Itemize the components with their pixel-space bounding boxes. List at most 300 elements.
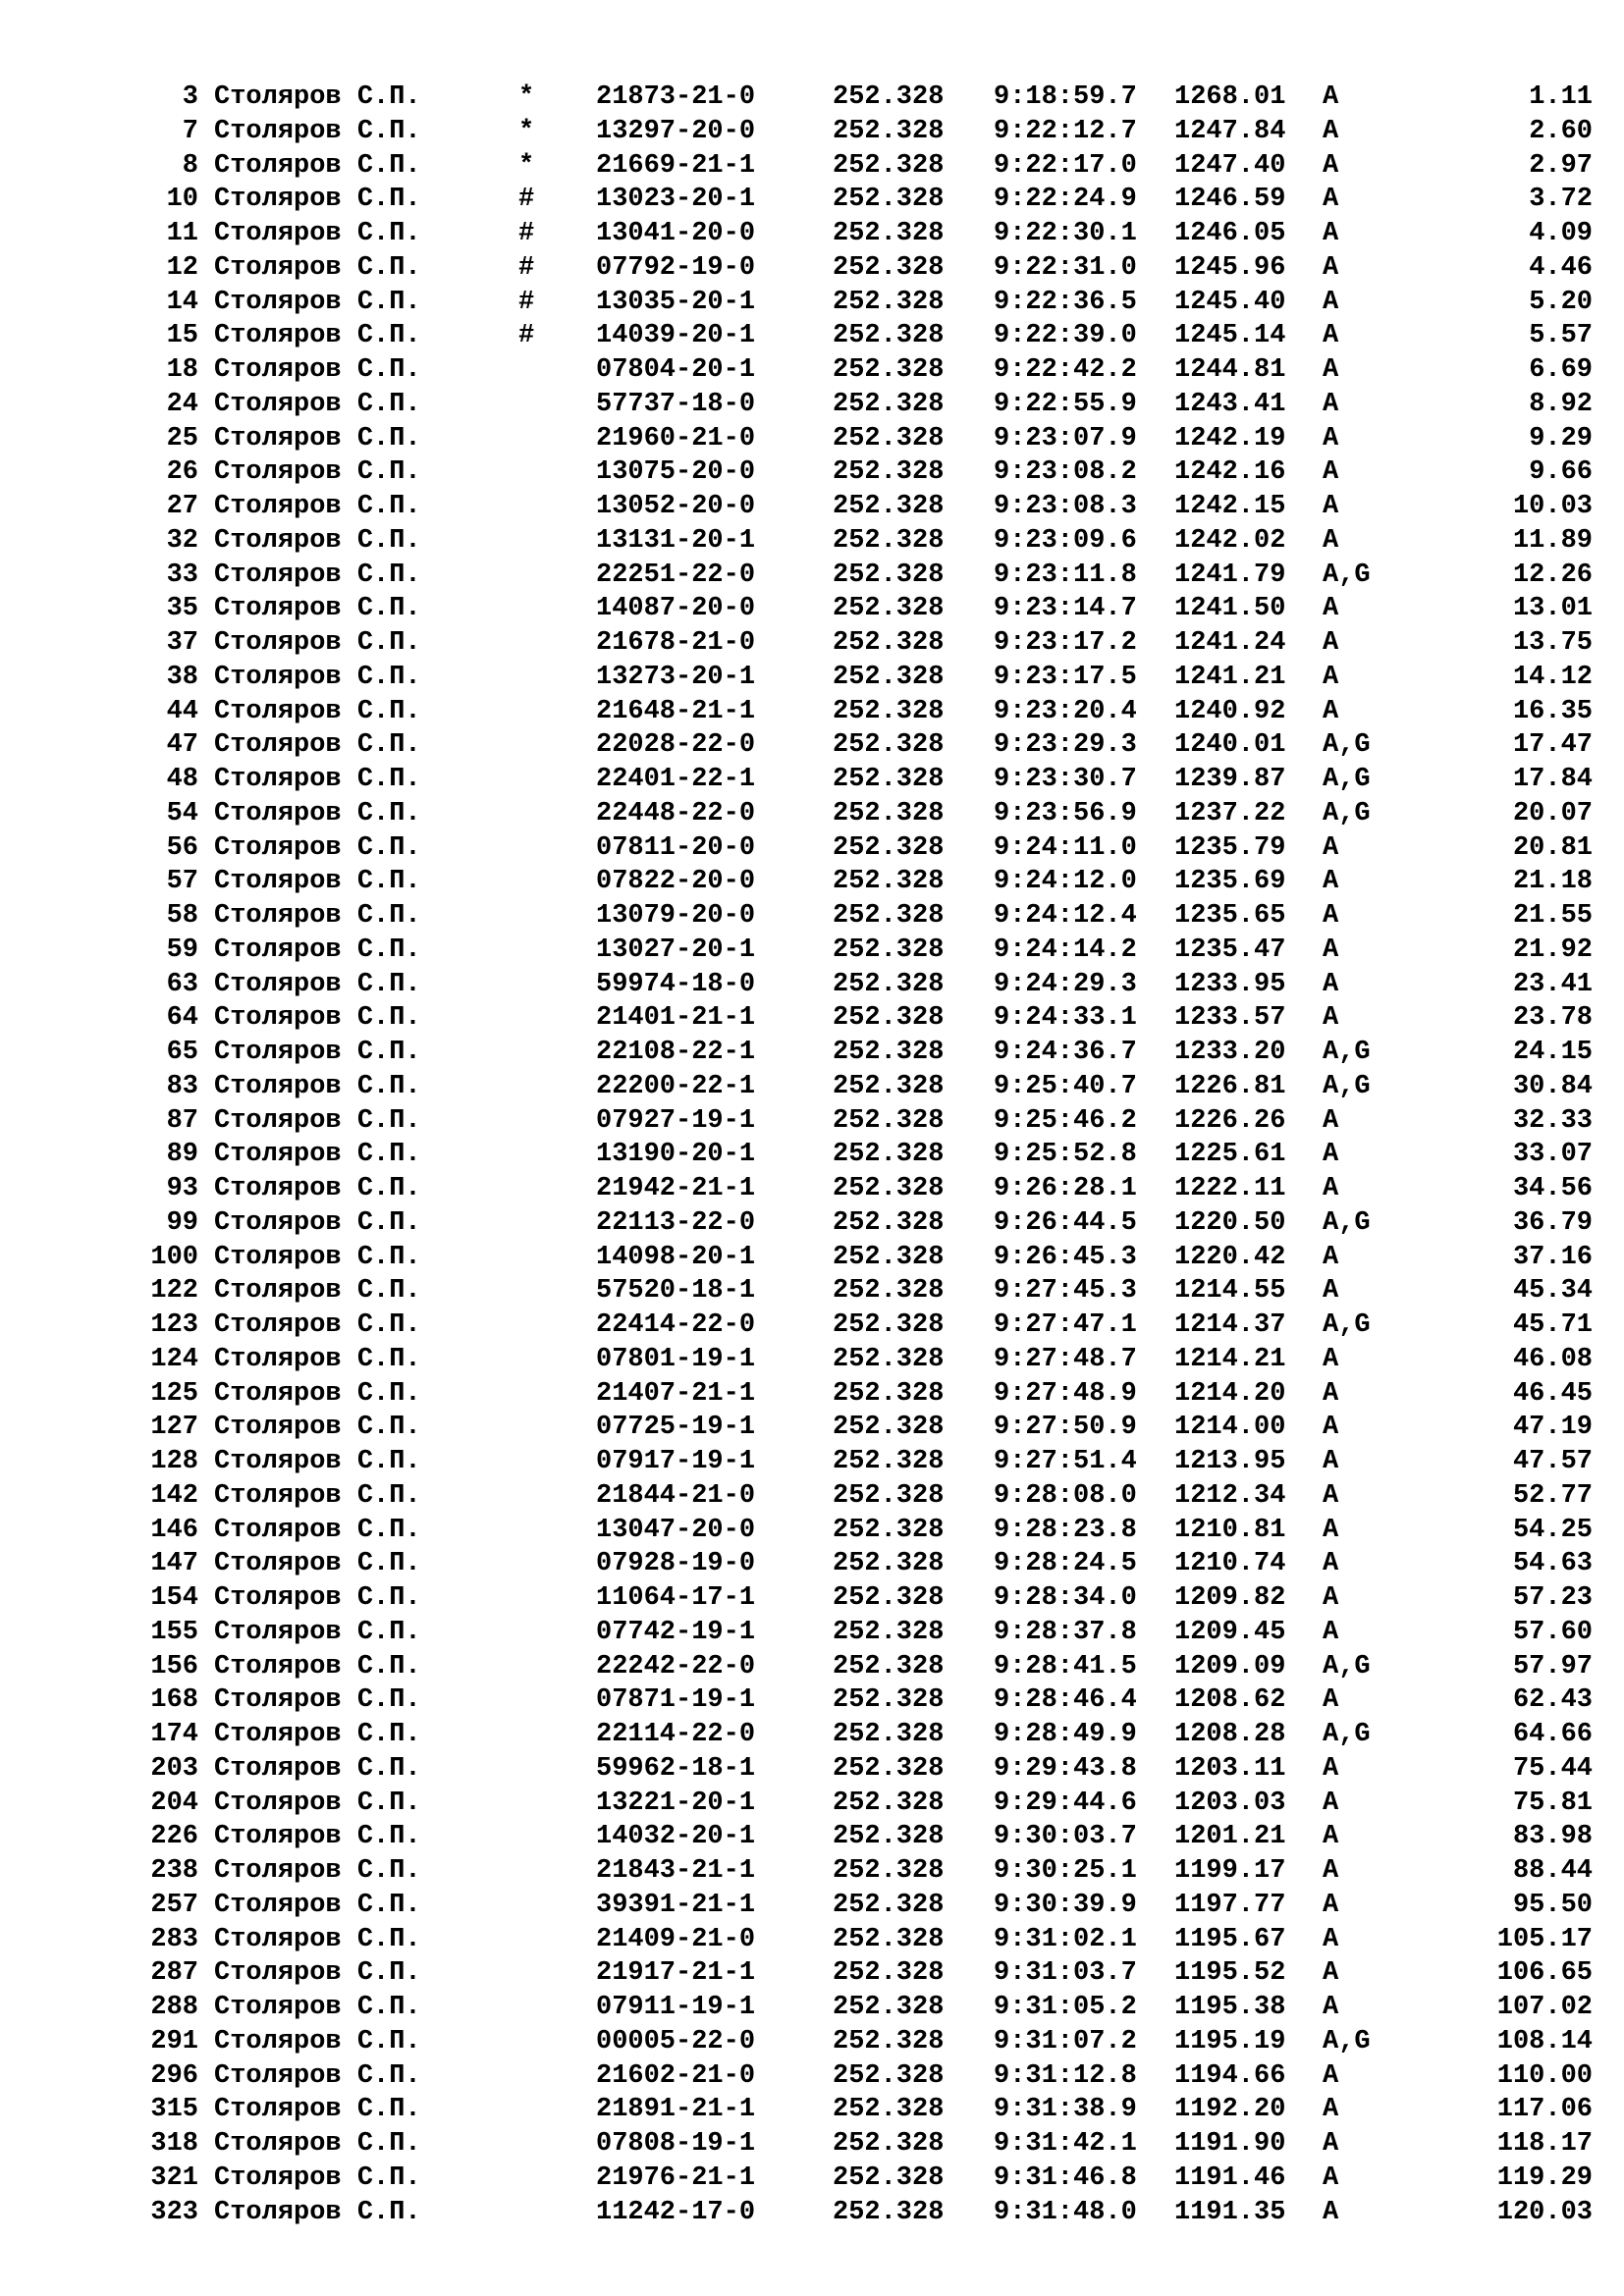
name-cell: Столяров С.П.	[214, 1174, 421, 1203]
points-cell: 57.97	[1512, 1651, 1593, 1682]
distance-cell: 252.328	[833, 662, 945, 692]
place-cell: 146	[150, 1515, 198, 1545]
distance-cell: 252.328	[833, 1993, 945, 2022]
name-cell: Столяров С.П.	[214, 1685, 421, 1716]
speed-cell: 1241.79	[1174, 560, 1286, 590]
distance-cell: 252.328	[833, 1242, 945, 1272]
place-cell: 56	[166, 832, 198, 863]
ring-number-cell: 14087-20-0	[596, 594, 756, 624]
name-cell: Столяров С.П.	[214, 765, 421, 794]
place-cell: 168	[150, 1685, 198, 1716]
distance-cell: 252.328	[833, 2095, 945, 2125]
distance-cell: 252.328	[833, 1720, 945, 1749]
ring-number-cell: 21602-21-0	[596, 2060, 756, 2091]
speed-cell: 1220.50	[1174, 1207, 1286, 1238]
coefficient-cell: A	[1323, 2197, 1339, 2227]
speed-cell: 1191.46	[1174, 2163, 1286, 2193]
name-cell: Столяров С.П.	[214, 1413, 421, 1443]
place-cell: 18	[166, 355, 198, 385]
distance-cell: 252.328	[833, 696, 945, 726]
name-cell: Столяров С.П.	[214, 1038, 421, 1067]
speed-cell: 1214.20	[1174, 1378, 1286, 1409]
name-cell: Столяров С.П.	[214, 1617, 421, 1647]
distance-cell: 252.328	[833, 287, 945, 317]
table-row	[0, 455, 1624, 490]
ring-number-cell: 21648-21-1	[596, 696, 756, 726]
name-cell: Столяров С.П.	[214, 492, 421, 521]
name-cell: Столяров С.П.	[214, 662, 421, 692]
ring-number-cell: 14098-20-1	[596, 1242, 756, 1272]
speed-cell: 1235.47	[1174, 934, 1286, 965]
place-cell: 147	[150, 1549, 198, 1579]
points-cell: 108.14	[1496, 2026, 1593, 2056]
speed-cell: 1226.26	[1174, 1105, 1286, 1136]
points-cell: 9.66	[1529, 457, 1593, 488]
distance-cell: 252.328	[833, 1378, 945, 1409]
points-cell: 5.57	[1529, 321, 1593, 351]
ring-number-cell: 22200-22-1	[596, 1071, 756, 1101]
ring-number-cell: 07725-19-1	[596, 1413, 756, 1443]
coefficient-cell: A,G	[1323, 765, 1371, 794]
arrival-time-cell: 9:23:30.7	[994, 765, 1137, 794]
coefficient-cell: A	[1323, 1174, 1339, 1203]
points-cell: 57.60	[1512, 1617, 1593, 1647]
arrival-time-cell: 9:23:09.6	[994, 525, 1137, 556]
table-row	[0, 2093, 1624, 2127]
ring-number-cell: 07801-19-1	[596, 1344, 756, 1374]
name-cell: Столяров С.П.	[214, 1276, 421, 1307]
points-cell: 36.79	[1512, 1207, 1593, 1238]
ring-number-cell: 13221-20-1	[596, 1788, 756, 1818]
ring-number-cell: 21844-21-0	[596, 1480, 756, 1511]
coefficient-cell: A	[1323, 1242, 1339, 1272]
coefficient-cell: A	[1323, 1140, 1339, 1170]
arrival-time-cell: 9:23:14.7	[994, 594, 1137, 624]
speed-cell: 1240.92	[1174, 696, 1286, 726]
arrival-time-cell: 9:31:03.7	[994, 1958, 1137, 1989]
ring-number-cell: 13027-20-1	[596, 934, 756, 965]
points-cell: 1.11	[1529, 82, 1593, 112]
speed-cell: 1235.65	[1174, 901, 1286, 931]
arrival-time-cell: 9:22:31.0	[994, 252, 1137, 283]
arrival-time-cell: 9:31:12.8	[994, 2060, 1137, 2091]
speed-cell: 1203.11	[1174, 1753, 1286, 1784]
arrival-time-cell: 9:23:11.8	[994, 560, 1137, 590]
ring-number-cell: 22242-22-0	[596, 1651, 756, 1682]
speed-cell: 1222.11	[1174, 1174, 1286, 1203]
arrival-time-cell: 9:26:28.1	[994, 1174, 1137, 1203]
table-row	[0, 934, 1624, 968]
points-cell: 4.09	[1529, 219, 1593, 248]
coefficient-cell: A,G	[1323, 1038, 1371, 1067]
name-cell: Столяров С.П.	[214, 1003, 421, 1034]
speed-cell: 1226.81	[1174, 1071, 1286, 1101]
mark-cell: *	[518, 82, 535, 112]
speed-cell: 1240.01	[1174, 730, 1286, 761]
speed-cell: 1195.52	[1174, 1958, 1286, 1989]
table-row	[0, 1445, 1624, 1479]
arrival-time-cell: 9:27:45.3	[994, 1276, 1137, 1307]
place-cell: 100	[150, 1242, 198, 1272]
speed-cell: 1245.14	[1174, 321, 1286, 351]
points-cell: 75.44	[1512, 1753, 1593, 1784]
arrival-time-cell: 9:26:45.3	[994, 1242, 1137, 1272]
coefficient-cell: A	[1323, 2095, 1339, 2125]
speed-cell: 1235.69	[1174, 867, 1286, 897]
distance-cell: 252.328	[833, 1753, 945, 1784]
name-cell: Столяров С.П.	[214, 2197, 421, 2227]
ring-number-cell: 07871-19-1	[596, 1685, 756, 1716]
name-cell: Столяров С.П.	[214, 1720, 421, 1749]
distance-cell: 252.328	[833, 1617, 945, 1647]
distance-cell: 252.328	[833, 594, 945, 624]
place-cell: 99	[166, 1207, 198, 1238]
arrival-time-cell: 9:18:59.7	[994, 82, 1137, 112]
distance-cell: 252.328	[833, 185, 945, 215]
ring-number-cell: 07928-19-0	[596, 1549, 756, 1579]
coefficient-cell: A	[1323, 252, 1339, 283]
ring-number-cell: 21843-21-1	[596, 1856, 756, 1886]
points-cell: 32.33	[1512, 1105, 1593, 1136]
points-cell: 52.77	[1512, 1480, 1593, 1511]
table-row	[0, 728, 1624, 763]
name-cell: Столяров С.П.	[214, 150, 421, 181]
arrival-time-cell: 9:25:40.7	[994, 1071, 1137, 1101]
ring-number-cell: 57737-18-0	[596, 389, 756, 419]
name-cell: Столяров С.П.	[214, 1788, 421, 1818]
coefficient-cell: A	[1323, 219, 1339, 248]
distance-cell: 252.328	[833, 1105, 945, 1136]
distance-cell: 252.328	[833, 1890, 945, 1920]
ring-number-cell: 22028-22-0	[596, 730, 756, 761]
arrival-time-cell: 9:27:50.9	[994, 1413, 1137, 1443]
points-cell: 24.15	[1512, 1038, 1593, 1067]
distance-cell: 252.328	[833, 355, 945, 385]
distance-cell: 252.328	[833, 116, 945, 146]
speed-cell: 1199.17	[1174, 1856, 1286, 1886]
ring-number-cell: 21873-21-0	[596, 82, 756, 112]
coefficient-cell: A	[1323, 1447, 1339, 1476]
place-cell: 32	[166, 525, 198, 556]
coefficient-cell: A	[1323, 1344, 1339, 1374]
arrival-time-cell: 9:30:25.1	[994, 1856, 1137, 1886]
ring-number-cell: 13079-20-0	[596, 901, 756, 931]
table-row	[0, 388, 1624, 422]
speed-cell: 1247.40	[1174, 150, 1286, 181]
coefficient-cell: A	[1323, 901, 1339, 931]
distance-cell: 252.328	[833, 1924, 945, 1954]
mark-cell: *	[518, 116, 535, 146]
points-cell: 20.07	[1512, 798, 1593, 828]
speed-cell: 1210.74	[1174, 1549, 1286, 1579]
coefficient-cell: A	[1323, 2060, 1339, 2091]
speed-cell: 1192.20	[1174, 2095, 1286, 2125]
coefficient-cell: A	[1323, 1753, 1339, 1784]
points-cell: 106.65	[1496, 1958, 1593, 1989]
points-cell: 95.50	[1512, 1890, 1593, 1920]
ring-number-cell: 13041-20-0	[596, 219, 756, 248]
place-cell: 63	[166, 969, 198, 999]
points-cell: 45.71	[1512, 1310, 1593, 1340]
ring-number-cell: 22448-22-0	[596, 798, 756, 828]
coefficient-cell: A	[1323, 1480, 1339, 1511]
table-row	[0, 1377, 1624, 1412]
speed-cell: 1247.84	[1174, 116, 1286, 146]
arrival-time-cell: 9:22:39.0	[994, 321, 1137, 351]
ring-number-cell: 59962-18-1	[596, 1753, 756, 1784]
ring-number-cell: 39391-21-1	[596, 1890, 756, 1920]
speed-cell: 1243.41	[1174, 389, 1286, 419]
table-row	[0, 1547, 1624, 1581]
distance-cell: 252.328	[833, 628, 945, 658]
table-row	[0, 1650, 1624, 1684]
distance-cell: 252.328	[833, 423, 945, 454]
ring-number-cell: 22401-22-1	[596, 765, 756, 794]
distance-cell: 252.328	[833, 525, 945, 556]
speed-cell: 1242.15	[1174, 492, 1286, 521]
arrival-time-cell: 9:31:42.1	[994, 2129, 1137, 2159]
place-cell: 156	[150, 1651, 198, 1682]
table-row	[0, 1923, 1624, 1957]
distance-cell: 252.328	[833, 1480, 945, 1511]
mark-cell: *	[518, 150, 535, 181]
speed-cell: 1214.21	[1174, 1344, 1286, 1374]
points-cell: 4.46	[1529, 252, 1593, 283]
points-cell: 6.69	[1529, 355, 1593, 385]
speed-cell: 1197.77	[1174, 1890, 1286, 1920]
points-cell: 16.35	[1512, 696, 1593, 726]
ring-number-cell: 13052-20-0	[596, 492, 756, 521]
ring-number-cell: 07917-19-1	[596, 1447, 756, 1476]
coefficient-cell: A	[1323, 423, 1339, 454]
table-row	[0, 1581, 1624, 1616]
table-row	[0, 1001, 1624, 1036]
table-row	[0, 865, 1624, 899]
ring-number-cell: 13023-20-1	[596, 185, 756, 215]
distance-cell: 252.328	[833, 1344, 945, 1374]
ring-number-cell: 22414-22-0	[596, 1310, 756, 1340]
coefficient-cell: A	[1323, 1958, 1339, 1989]
place-cell: 27	[166, 492, 198, 521]
ring-number-cell: 21891-21-1	[596, 2095, 756, 2125]
coefficient-cell: A	[1323, 934, 1339, 965]
speed-cell: 1233.57	[1174, 1003, 1286, 1034]
place-cell: 37	[166, 628, 198, 658]
place-cell: 318	[150, 2129, 198, 2159]
speed-cell: 1191.35	[1174, 2197, 1286, 2227]
arrival-time-cell: 9:25:52.8	[994, 1140, 1137, 1170]
ring-number-cell: 13297-20-0	[596, 116, 756, 146]
place-cell: 10	[166, 185, 198, 215]
ring-number-cell: 07822-20-0	[596, 867, 756, 897]
points-cell: 21.55	[1512, 901, 1593, 931]
distance-cell: 252.328	[833, 1174, 945, 1203]
distance-cell: 252.328	[833, 969, 945, 999]
table-row	[0, 490, 1624, 524]
place-cell: 64	[166, 1003, 198, 1034]
ring-number-cell: 07792-19-0	[596, 252, 756, 283]
place-cell: 287	[150, 1958, 198, 1989]
coefficient-cell: A	[1323, 1856, 1339, 1886]
points-cell: 13.01	[1512, 594, 1593, 624]
speed-cell: 1201.21	[1174, 1822, 1286, 1852]
table-row	[0, 1070, 1624, 1104]
distance-cell: 252.328	[833, 150, 945, 181]
coefficient-cell: A	[1323, 867, 1339, 897]
place-cell: 315	[150, 2095, 198, 2125]
distance-cell: 252.328	[833, 1651, 945, 1682]
arrival-time-cell: 9:23:29.3	[994, 730, 1137, 761]
results-table	[0, 80, 1624, 2229]
name-cell: Столяров С.П.	[214, 934, 421, 965]
name-cell: Столяров С.П.	[214, 1583, 421, 1613]
distance-cell: 252.328	[833, 934, 945, 965]
coefficient-cell: A	[1323, 355, 1339, 385]
speed-cell: 1233.95	[1174, 969, 1286, 999]
place-cell: 24	[166, 389, 198, 419]
table-row	[0, 115, 1624, 149]
place-cell: 124	[150, 1344, 198, 1374]
points-cell: 20.81	[1512, 832, 1593, 863]
arrival-time-cell: 9:22:24.9	[994, 185, 1137, 215]
arrival-time-cell: 9:29:43.8	[994, 1753, 1137, 1784]
ring-number-cell: 21976-21-1	[596, 2163, 756, 2193]
points-cell: 13.75	[1512, 628, 1593, 658]
ring-number-cell: 21401-21-1	[596, 1003, 756, 1034]
place-cell: 296	[150, 2060, 198, 2091]
table-row	[0, 899, 1624, 934]
table-row	[0, 797, 1624, 831]
distance-cell: 252.328	[833, 1038, 945, 1067]
arrival-time-cell: 9:25:46.2	[994, 1105, 1137, 1136]
table-row	[0, 251, 1624, 286]
name-cell: Столяров С.П.	[214, 2095, 421, 2125]
name-cell: Столяров С.П.	[214, 1344, 421, 1374]
speed-cell: 1213.95	[1174, 1447, 1286, 1476]
table-row	[0, 149, 1624, 184]
table-row	[0, 80, 1624, 115]
speed-cell: 1195.67	[1174, 1924, 1286, 1954]
ring-number-cell: 07808-19-1	[596, 2129, 756, 2159]
coefficient-cell: A	[1323, 1105, 1339, 1136]
name-cell: Столяров С.П.	[214, 2026, 421, 2056]
arrival-time-cell: 9:28:49.9	[994, 1720, 1137, 1749]
table-row	[0, 2162, 1624, 2196]
table-row	[0, 1820, 1624, 1854]
coefficient-cell: A,G	[1323, 2026, 1371, 2056]
distance-cell: 252.328	[833, 765, 945, 794]
name-cell: Столяров С.П.	[214, 1549, 421, 1579]
points-cell: 2.60	[1529, 116, 1593, 146]
table-row	[0, 626, 1624, 661]
name-cell: Столяров С.П.	[214, 1958, 421, 1989]
coefficient-cell: A,G	[1323, 798, 1371, 828]
name-cell: Столяров С.П.	[214, 1310, 421, 1340]
ring-number-cell: 22113-22-0	[596, 1207, 756, 1238]
place-cell: 44	[166, 696, 198, 726]
arrival-time-cell: 9:28:24.5	[994, 1549, 1137, 1579]
points-cell: 11.89	[1512, 525, 1593, 556]
coefficient-cell: A	[1323, 185, 1339, 215]
ring-number-cell: 07911-19-1	[596, 1993, 756, 2022]
coefficient-cell: A	[1323, 628, 1339, 658]
arrival-time-cell: 9:31:38.9	[994, 2095, 1137, 2125]
speed-cell: 1244.81	[1174, 355, 1286, 385]
arrival-time-cell: 9:22:36.5	[994, 287, 1137, 317]
points-cell: 120.03	[1496, 2197, 1593, 2227]
coefficient-cell: A	[1323, 832, 1339, 863]
name-cell: Столяров С.П.	[214, 252, 421, 283]
table-row	[0, 559, 1624, 593]
name-cell: Столяров С.П.	[214, 1447, 421, 1476]
name-cell: Столяров С.П.	[214, 1242, 421, 1272]
points-cell: 3.72	[1529, 185, 1593, 215]
name-cell: Столяров С.П.	[214, 867, 421, 897]
arrival-time-cell: 9:30:03.7	[994, 1822, 1137, 1852]
mark-cell: #	[518, 252, 535, 283]
table-row	[0, 1956, 1624, 1991]
points-cell: 47.19	[1512, 1413, 1593, 1443]
points-cell: 46.08	[1512, 1344, 1593, 1374]
place-cell: 288	[150, 1993, 198, 2022]
distance-cell: 252.328	[833, 492, 945, 521]
place-cell: 15	[166, 321, 198, 351]
table-row	[0, 1206, 1624, 1241]
ring-number-cell: 13131-20-1	[596, 525, 756, 556]
place-cell: 65	[166, 1038, 198, 1067]
table-row	[0, 1241, 1624, 1275]
ring-number-cell: 22108-22-1	[596, 1038, 756, 1067]
ring-number-cell: 57520-18-1	[596, 1276, 756, 1307]
name-cell: Столяров С.П.	[214, 219, 421, 248]
arrival-time-cell: 9:23:07.9	[994, 423, 1137, 454]
place-cell: 8	[182, 150, 198, 181]
coefficient-cell: A,G	[1323, 1310, 1371, 1340]
arrival-time-cell: 9:28:23.8	[994, 1515, 1137, 1545]
arrival-time-cell: 9:23:08.3	[994, 492, 1137, 521]
arrival-time-cell: 9:31:07.2	[994, 2026, 1137, 2056]
coefficient-cell: A	[1323, 1583, 1339, 1613]
ring-number-cell: 13047-20-0	[596, 1515, 756, 1545]
name-cell: Столяров С.П.	[214, 1378, 421, 1409]
place-cell: 154	[150, 1583, 198, 1613]
points-cell: 23.41	[1512, 969, 1593, 999]
speed-cell: 1209.09	[1174, 1651, 1286, 1682]
points-cell: 21.18	[1512, 867, 1593, 897]
speed-cell: 1208.28	[1174, 1720, 1286, 1749]
distance-cell: 252.328	[833, 2129, 945, 2159]
name-cell: Столяров С.П.	[214, 1822, 421, 1852]
arrival-time-cell: 9:23:17.2	[994, 628, 1137, 658]
arrival-time-cell: 9:31:05.2	[994, 1993, 1137, 2022]
speed-cell: 1246.05	[1174, 219, 1286, 248]
place-cell: 11	[166, 219, 198, 248]
table-row	[0, 1854, 1624, 1889]
speed-cell: 1210.81	[1174, 1515, 1286, 1545]
arrival-time-cell: 9:22:17.0	[994, 150, 1137, 181]
distance-cell: 252.328	[833, 1140, 945, 1170]
distance-cell: 252.328	[833, 1310, 945, 1340]
name-cell: Столяров С.П.	[214, 2060, 421, 2091]
table-row	[0, 968, 1624, 1002]
speed-cell: 1245.40	[1174, 287, 1286, 317]
points-cell: 23.78	[1512, 1003, 1593, 1034]
arrival-time-cell: 9:22:30.1	[994, 219, 1137, 248]
points-cell: 34.56	[1512, 1174, 1593, 1203]
name-cell: Столяров С.П.	[214, 1207, 421, 1238]
table-row	[0, 2196, 1624, 2230]
points-cell: 119.29	[1496, 2163, 1593, 2193]
